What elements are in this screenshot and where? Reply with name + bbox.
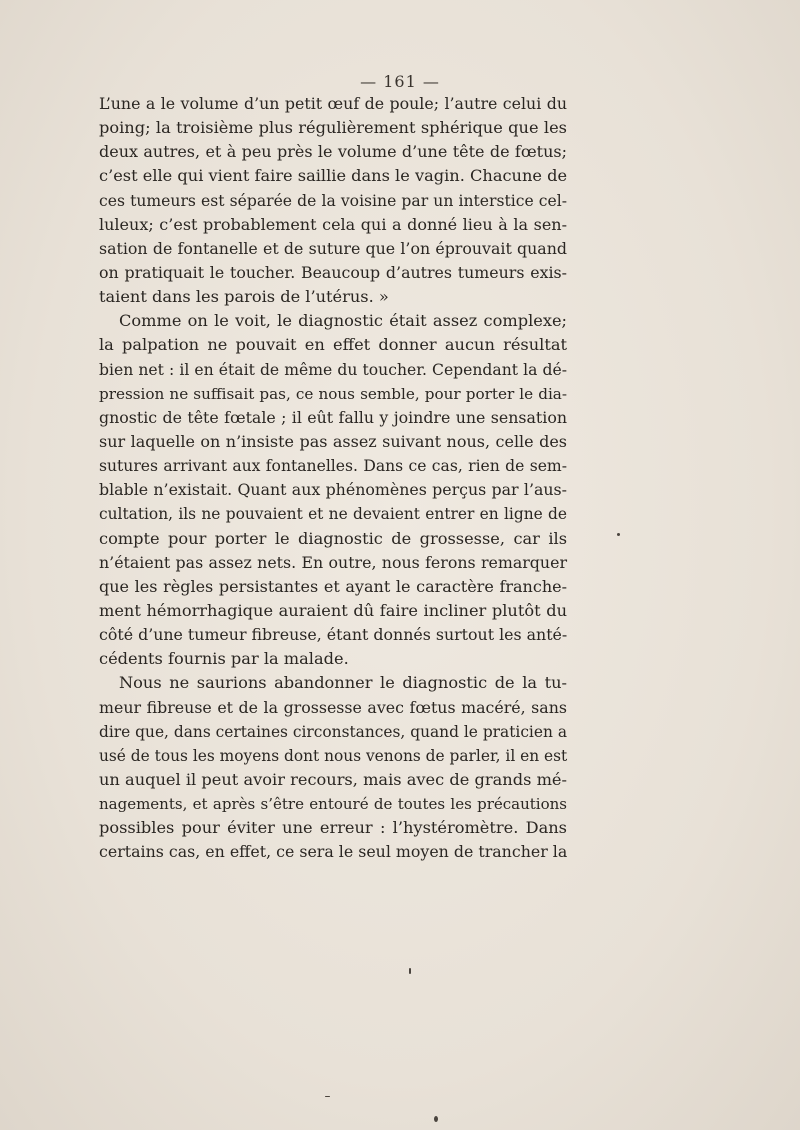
paragraph-1 (99, 92, 567, 309)
text-line: la palpation ne pouvait en effet donner aucun résultat (99, 335, 567, 355)
text-line: meur fibreuse et de la grossesse avec fœtus macéré, sans (99, 697, 567, 717)
text-line: L’une a le volume d’un petit œuf de poule; l’autre celui du (99, 94, 567, 113)
text-line: sutures arrivant aux fontanelles. Dans ce cas, rien de sem- (99, 457, 567, 476)
text-line: bien net : il en était de même du toucher. Cependant la dé- (99, 360, 567, 379)
text-line: Comme on le voit, le diagnostic était assez complexe; (119, 311, 567, 331)
text-line: possibles pour éviter une erreur : l’hystéromètre. Dans (99, 818, 567, 838)
paper-speck (434, 1116, 438, 1122)
text-line: un auquel il peut avoir recours, mais avec de grands mé- (99, 769, 567, 789)
text-line: compte pour porter le diagnostic de grossesse, car ils (99, 528, 567, 548)
text-line: ment hémorrhagique auraient dû faire incliner plutôt du (99, 600, 567, 620)
text-line: nagements, et après s’être entouré de toutes les précautions (99, 795, 567, 814)
text-line: ces tumeurs est séparée de la voisine par un interstice cel- (99, 191, 567, 210)
paragraph-3 (99, 671, 567, 864)
text-line: Nous ne saurions abandonner le diagnostic de la tu- (119, 673, 567, 693)
paper-speck (325, 1096, 330, 1097)
text-line: c’est elle qui vient faire saillie dans le vagin. Chacune de (99, 166, 568, 186)
text-line: pression ne suffisait pas, ce nous semble, pour porter le dia- (99, 384, 567, 403)
text-line: que les règles persistantes et ayant le caractère franche- (99, 576, 567, 596)
text-line: deux autres, et à peu près le volume d’une tête de fœtus; (99, 142, 567, 162)
text-line: on pratiquait le toucher. Beaucoup d’autres tumeurs exis- (99, 262, 567, 282)
text-line: usé de tous les moyens dont nous venons de parler, il en est (99, 746, 568, 765)
page-number: — 161 — (360, 72, 440, 91)
text-line: côté d’une tumeur fibreuse, étant donnés surtout les anté- (99, 625, 568, 645)
text-line: cédents fournis par la malade. (99, 649, 349, 669)
text-line: luleux; c’est probablement cela qui a donné lieu à la sen- (99, 214, 567, 234)
paragraph-2 (99, 309, 567, 671)
body-text (99, 92, 567, 865)
paper-speck (409, 968, 411, 974)
text-line: n’étaient pas assez nets. En outre, nous ferons remarquer (99, 552, 567, 572)
text-line: sation de fontanelle et de suture que l’on éprouvait quand (99, 238, 567, 258)
paper-speck (617, 533, 620, 536)
text-line: dire que, dans certaines circonstances, quand le praticien a (99, 722, 567, 741)
text-line: gnostic de tête fœtale ; il eût fallu y joindre une sensation (99, 407, 567, 427)
text-line: certains cas, en effet, ce sera le seul moyen de trancher la (99, 842, 568, 862)
text-line: sur laquelle on n’insiste pas assez suivant nous, celle des (99, 431, 567, 451)
text-line: blable n’existait. Quant aux phénomènes perçus par l’aus- (99, 480, 567, 500)
text-line: taient dans les parois de l’utérus. » (99, 287, 389, 307)
text-line: poing; la troisième plus régulièrement sphérique que les (99, 118, 567, 138)
text-line: cultation, ils ne pouvaient et ne devaient entrer en ligne de (99, 505, 567, 524)
